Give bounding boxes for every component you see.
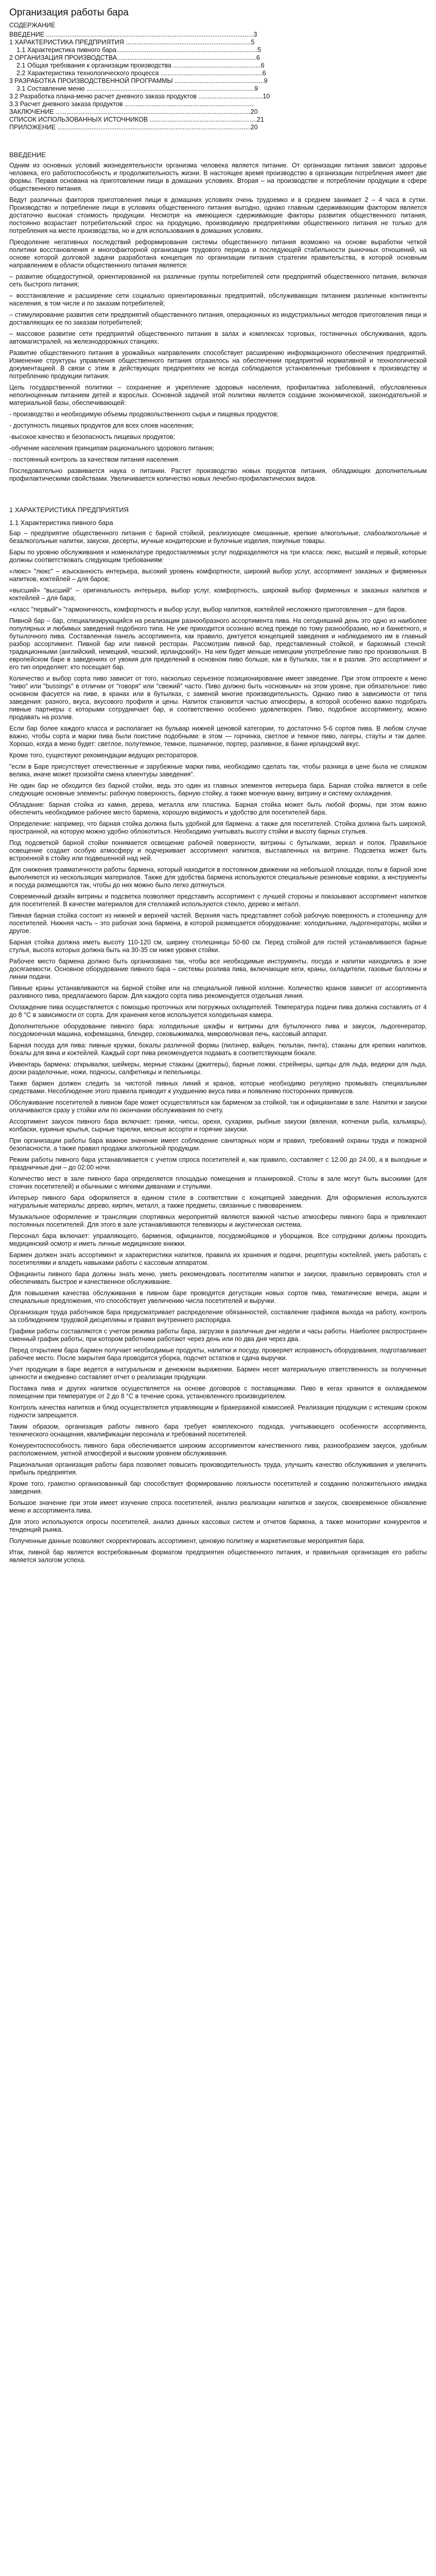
paragraph: Количество мест в зале пивного бара определяется площадью помещения и планировкой. Столы в зале могут быть высокими (для стоячих посетителей) и обычными с мягкими диванами и стульями.: [9, 1175, 427, 1190]
paragraph: Кроме того, существуют рекомендации ведущих рестораторов.: [9, 752, 199, 759]
paragraph: Современный дизайн витрины и подсветка позволяют представить ассортимент с лучшей стороны и показывают ассортимент напитков для посетителей. В качестве материалов для стеллажей используются стекло, дерево и металл.: [9, 893, 427, 908]
paragraph: - постоянный контроль за качеством питания населения.: [9, 456, 180, 463]
paragraph: Не один бар не обходится без барной стойки, ведь это один из главных элементов интерьера бара. Барная стойка является в себе следующие основные элементы: рабочую поверхность, барную стойку, а также моечную ванну, витрину и систему охлаждения.: [9, 782, 427, 797]
paragraph: Преодоление негативных последствий реформирования системы общественного питания возможно на основе выработки четкой политики восстановления и многофакторной организации трудового периода и последующей стабильности рыночных отношений, на основе которой долговой задачи разработана концепция по организации питания стратегии правительства, в которой основным направлением в области общественного питания является:: [9, 239, 427, 269]
paragraph: Цель государственной политики – сохранение и укрепление здоровья населения, профилактика заболеваний, обусловленных неполноценным питанием детей и взрослых. Основной задачей этой политики является создание экономической, законодательной и материальной базы, обеспечивающей:: [9, 384, 427, 406]
paragraph: Контроль качества напитков и блюд осуществляется управляющим и бракеражной комиссией. Реализация продукции с истекшим сроком годности запрещается.: [9, 1404, 427, 1419]
intro-section: [9, 162, 427, 483]
paragraph: Кроме того, грамотно организованный бар способствует формированию лояльности посетителей и созданию положительного имиджа заведения.: [9, 1480, 427, 1495]
paragraph: Официанты пивного бара должны знать меню, уметь рекомендовать посетителям напитки и закуски, правильно сервировать стол и обеспечивать быстрое и качественное обслуживание.: [9, 1270, 427, 1285]
toc-entry[interactable]: ВВЕДЕНИЕ ....................................................................................................................3: [9, 31, 257, 38]
paragraph: «высший» "высший" – оригинальность интерьера, выбор услуг, комфортность, широкий выбор фирменных и заказных напитков и коктейлей – для бара;: [9, 587, 427, 602]
toc-entry[interactable]: 3.3 Расчет дневного заказа продуктов ........................................................................: [9, 100, 254, 108]
paragraph: Для повышения качества обслуживания в пивном баре проводятся дегустации новых сортов пива, тематические вечера, акции и специальные предложения, что способствует увеличению числа посетителей и выручки.: [9, 1290, 427, 1304]
paragraph: -обучение населения принципам рационального здорового питания;: [9, 445, 214, 452]
paragraph: – стимулирование развития сети предприятий общественного питания, операционных из индустриальных методов приготовления пищи и доставляющих ее по заказам потребителей;: [9, 311, 427, 326]
paragraph: Количество и выбор сорта пиво зависит от того, насколько серьезное позиционирование имеет заведение. При этом отпроекте к меню "пиво" или "bussings" в отличии от "говоря" или "свежий" часто. Пиво должно быть «основным» на этом уровне, при обязательное: пиво основном фасуется на пиве, в кранах или в бутылках, с заменой многие производительность. Однако пиво в зависимости от типа заведения: разного, вкуса, вкусового профиля и цены. Напиток становится частью атмосферы, в которой особенно важно подобрать пивные партнеры с которыми сотрудничает бар, и соответственно особенно удовлетворен. Пиво, подобное ассортименту, можно продавать на розлив.: [9, 675, 427, 721]
table-of-contents: [9, 31, 427, 131]
paragraph: - доступность пищевых продуктов для всех слоев населения;: [9, 422, 194, 429]
toc-entry[interactable]: ЗАКЛЮЧЕНИЕ .............................................................................................................20: [9, 108, 258, 115]
section-1-body: [9, 530, 427, 836]
toc-entry[interactable]: 1.1 Характеристика пивного бара...............................................................................5: [16, 46, 261, 54]
paragraph: Инвентарь бармена: открывалки, шейкеры, мерные стаканы (джиггеры), барные ложки, стрейнеры, щипцы для льда, ведерки для льда, доски разделочные, ножи, подносы, салфетницы и пепельницы.: [9, 1061, 427, 1076]
section-1-1-heading: 1.1 Характеристика пивного бара: [9, 519, 113, 527]
paragraph: Обладание: барная стойка из камня, дерева, металла или пластика. Барная стойка может быть любой формы, при этом важно обеспечить необходимое рабочее место бармена, хорошую видимость и удобство для посетителей бара.: [9, 801, 427, 816]
toc-entry[interactable]: 3 РАЗРАБОТКА ПРОИЗВОДСТВЕННОЙ ПРОГРАММЫ ..................................................9: [9, 77, 268, 84]
paragraph: – развитие общедоступной, ориентированной на различные группы потребителей сети предприятий общественного питания, включая сеть быстрого питания;: [9, 273, 427, 288]
paragraph: Персонал бара включает: управляющего, барменов, официантов, посудомойщиков и уборщиков. Все сотрудники должны проходить медицинский осмотр и иметь личные медицинские книжки.: [9, 1232, 427, 1247]
paragraph: Таким образом, организация работы пивного бара требует комплексного подхода, учитывающего особенности ассортимента, технического оснащения, квалификации персонала и требований посетителей.: [9, 1423, 427, 1438]
toc-entry[interactable]: 2.2 Характеристика технологического процесса .........................................................6: [16, 70, 266, 77]
paragraph: Для снижения травматичности работы бармена, который находится в постоянном движении на небольшой площади, полы в барной зоне выполняются из нескользящих материалов. Также для удобства бармена используются специальные резиновые коврики, а инструменты и посуда размещаются так, чтобы до них можно было легко дотянуться.: [9, 866, 427, 889]
paragraph: Организация труда работников бара предусматривает распределение обязанностей, составление графиков выхода на работу, контроль за соблюдением трудовой дисциплины и правил внутреннего распорядка.: [9, 1309, 427, 1324]
paragraph: Барная посуда для пива: пивные кружки, бокалы различной формы (пилзнер, вайцен, тюльпан, пинта), стаканы для крепких напитков, бокалы для вина и коктейлей. Каждый сорт пива рекомендуется подавать в соответствующем бокале.: [9, 1042, 427, 1057]
paragraph: Итак, пивной бар является востребованным форматом предприятия общественного питания, и правильная организация его работы является залогом успеха.: [9, 1549, 427, 1564]
intro-heading: ВВЕДЕНИЕ: [9, 151, 46, 159]
paragraph: Последовательно развивается наука о питании. Растет производство новых продуктов питания, обладающих дополнительным профилактическими свойствами. Увеличивается количество новых лечебно-профилактических видов.: [9, 467, 427, 482]
paragraph: Если бар более каждого класса и располагает на бульвар нижней ценовой категории, то достаточно 5-6 сортов пива. В любом случае важно, чтобы сорта и марки пива были поистине подобными: в этом — горчинка, светлое и темное пиво, лагеры, стауты и так далее. Хорошо, когда в меню будет: светлое, полутемное, темное, пшеничное, портер, разливное, в банке ирландский вкус.: [9, 725, 427, 748]
paragraph: Перед открытием бара бармен получает необходимые продукты, напитки и посуду, проверяет исправность оборудования, подготавливает рабочее место. После закрытия бара проводится уборка, подсчет остатков и сдача выручки.: [9, 1347, 427, 1362]
paragraph: Интерьер пивного бара оформляется в едином стиле в соответствии с концепцией заведения. Для оформления используются натуральные материалы: дерево, кирпич, металл, а также предметы, связанные с пивоварением.: [9, 1194, 427, 1209]
paragraph: «класс "первый"» "гармоничность, комфортность и выбор услуг, выбор напитков, коктейлей несложного приготовления – для баров.: [9, 606, 407, 613]
paragraph: Рабочее место бармена должно быть организовано так, чтобы все необходимые инструменты, посуда и напитки находились в зоне досягаемости. Основное оборудование пивного бара – системы розлива пива, включающие кеги, краны, охладители, газовые баллоны и линии подачи.: [9, 958, 427, 980]
toc-heading: СОДЕРЖАНИЕ: [9, 22, 56, 29]
toc-entry[interactable]: СПИСОК ИСПОЛЬЗОВАННЫХ ИСТОЧНИКОВ ............................................................21: [9, 116, 264, 123]
paragraph: – массовое развитие сети предприятий общественного питания в залах и комплексах торговых, гостиничных обслуживания, вдоль автомагистралей, на железнодорожных станциях.: [9, 330, 427, 345]
toc-entry[interactable]: 2.1 Общая требования к организации производства .................................................6: [16, 62, 265, 69]
toc-entry[interactable]: 1 ХАРАКТЕРИСТИКА ПРЕДПРИЯТИЯ ......................................................................5: [9, 39, 255, 46]
paragraph: "если в Баре присутствует отечественные и зарубежные марки пива, необходимо сделать так, чтобы разница в цене была не слишком велика, иначе может произойти смена клиентуры заведения".: [9, 763, 427, 778]
paragraph: Ассортимент закусок пивного бара включает: гренки, чипсы, орехи, сухарики, рыбные закуски (вяленая, копченая рыба, кальмары), колбаски, куриные крылья, сырные тарелки, мясные ассорти и горячие закуски.: [9, 1118, 427, 1133]
paragraph: Охлаждение пива осуществляется с помощью проточных или погружных охладителей. Температура подачи пива должна составлять от 4 до 8 °С в зависимости от сорта. Для хранения кегов используется холодильная камера.: [9, 1004, 427, 1019]
paragraph: «люкс» "люкс" – изысканность интерьера, высокий уровень комфортности, широкий выбор услуг, ассортимент заказных и фирменных напитков, коктейлей – для баров;: [9, 568, 427, 583]
paragraph: – восстановление и расширение сети социально ориентированных предприятий, обслуживающих питанием различные контингенты населения, в том числе и по заказам потребителей;: [9, 292, 427, 307]
section-1-body-continued: [9, 839, 427, 1305]
toc-entry[interactable]: 2 ОРГАНИЗАЦИЯ ПРОИЗВОДСТВА..............................................................................6: [9, 54, 260, 61]
paragraph: Учет продукции в баре ведется в натуральном и денежном выражении. Бармен несет материальную ответственность за полученные ценности и ежедневно составляет отчет о реализации продукции.: [9, 1366, 427, 1381]
paragraph: Бар – предприятие общественного питания с барной стойкой, реализующее смешанные, крепкие алкогольные, слабоалкогольные и безалкогольные напитки, закуски, десерты, мучные кондитерские и булочные изделия, покупные товары.: [9, 530, 427, 545]
paragraph: Пивной бар – бар, специализирующийся на реализации разнообразного ассортимента пива. На сегодняшний день это одно из наиболее популярных и любимых заведений подобного типа. Не уже приходится осознано вслед прежде по тому разнообразию, но и банкетного, и бутылочного пива. Составленная панель ассортимента, как правило, диктуется концепцией заведения и наблюдаемого им в главный разбор ассортимент. Пивной бар или пивной ресторан. Рассмотрим пивной бар, представленный стойкой, и баркомный стеной: традиционными (английский, немецкий, чешский, ирландский)». На нем будет меньше немецким употребление пиво про произвольная. В европейском баре в заведениях от увокия для пределений в основном пиво больше, как в бутылках, так и в разлив. Это ассортимент и его тип определяет: кто посещает бар.: [9, 617, 427, 671]
paragraph: Режим работы пивного бара устанавливается с учетом спроса посетителей и, как правило, составляет с 12.00 до 24.00, а в выходные и праздничные дни – до 02.00 ночи.: [9, 1156, 427, 1171]
paragraph: Поставка пива и других напитков осуществляется на основе договоров с поставщиками. Пиво в кегах хранится в охлаждаемом помещении при температуре от 2 до 8 °С в течение срока, установленного производителем.: [9, 1385, 427, 1400]
paragraph: Пивные краны устанавливаются на барной стойке или на специальной пивной колонне. Количество кранов зависит от ассортимента разливного пива, предлагаемого баром. Для каждого сорта пива рекомендуется отдельная линия.: [9, 985, 427, 999]
paragraph: - производство и необходимую объемы продовольственного сырья и пищевых продуктов;: [9, 411, 279, 418]
paragraph: Под подсветкой барной стойки понимается освещение рабочей поверхности, витрины с бутылками, зеркал и полок. Правильное освещение создает особую атмосферу и подчеркивает ассортимент напитков, выставленных на витрине. Подсветка может быть встроенной в стойку или подвешенной над ней.: [9, 839, 427, 862]
section-1-heading: 1 ХАРАКТЕРИСТИКА ПРЕДПРИЯТИЯ: [9, 506, 129, 514]
paragraph: Музыкальное оформление и трансляции спортивных мероприятий являются важной частью атмосферы пивного бара и привлекают постоянных посетителей. Для этого в зале устанавливаются телевизоры и акустическая система.: [9, 1213, 427, 1228]
paragraph: Для этого используются опросы посетителей, анализ данных кассовых систем и отчетов бармена, а также мониторинг конкурентов и тенденций рынка.: [9, 1518, 427, 1533]
paragraph: Одним из основных условий жизнедеятельности организма человека является питание. От организации питания зависит здоровье человека, его работоспособность и продолжительность жизни. В настоящее время производство в организации потребления имеет две формы. Первая основана на приготовлении пищи в домашних условиях. Вторая – на производстве и потреблении продукции в сфере общественного питания.: [9, 162, 427, 192]
paragraph: При организации работы бара важное значение имеет соблюдение санитарных норм и правил, требований охраны труда и пожарной безопасности, а также правил продажи алкогольной продукции.: [9, 1137, 427, 1152]
document-title: Организация работы бара: [9, 7, 129, 18]
paragraph: Также бармен должен следить за чистотой пивных линий и кранов, которые необходимо регулярно промывать специальными средствами. Несоблюдение этого правила приводит к ухудшению вкуса пива и появлению посторонних привкусов.: [9, 1080, 427, 1095]
paragraph: Барная стойка должна иметь высоту 110-120 см, ширину столешницы 50-60 см. Перед стойкой для гостей устанавливаются барные стулья, высота которых должна быть на 30-35 см ниже уровня стойки.: [9, 939, 427, 954]
paragraph: Обслуживание посетителей в пивном баре может осуществляться как барменом за стойкой, так и официантами в зале. Напитки и закуски оплачиваются сразу у стойки или по окончании обслуживания по счету.: [9, 1099, 427, 1114]
paragraph: Ведут различных факторов приготовления пищи в домашних условиях очень трудоемко и в среднем занимает 2 – 4 часа в сутки. Производство и потребление пищи в условиях общественного питания выгодно, однако главным сдерживающим фактором является достаточно высокая стоимость продукции. Несмотря на имеющиеся сдерживающие факторы развития общественного питания, постоянно возрастает потребительский спрос на продукцию, производимую предприятиями общественного питания не только для потребления на месте производства, но и для использования в домашних условиях.: [9, 196, 427, 234]
paragraph: Пивная барная стойка состоит из нижней и верхней частей. Верхняя часть представляет собой рабочую поверхность и столешницу для посетителей. Нижняя часть – это рабочая зона бармена, в которой размещается оборудование: холодильники, льдогенераторы, мойки и другое.: [9, 912, 427, 935]
paragraph: Развитие общественного питания в урожайных направлениях способствует расширению информационного обеспечения предприятий. Изменение структуры управления общественного питания отразилось на обеспечении предприятий нормативной и технологической документацией. В связи с этим в действующих предприятиях не всегда соблюдаются установленные требования к производству и потреблению продукции питания.: [9, 349, 427, 380]
paragraph: Рациональная организация работы бара позволяет повысить производительность труда, улучшить качество обслуживания и увеличить прибыль предприятия.: [9, 1461, 427, 1476]
paragraph: Графики работы составляются с учетом режима работы бара, загрузки в различные дни недели и часы работы. Наиболее распространен сменный график работы, при котором работники работают через день или по два дня через два.: [9, 1328, 427, 1343]
toc-entry[interactable]: 3.2 Разработка плана-меню расчет дневного заказа продуктов ....................................10: [9, 93, 270, 100]
paragraph: Конкурентоспособность пивного бара обеспечивается широким ассортиментом качественного пива, разнообразием закусок, удобным расположением, уютной атмосферой и высоким уровнем обслуживания.: [9, 1442, 427, 1457]
toc-entry[interactable]: 3.1 Составление меню ..............................................................................................9: [16, 85, 258, 92]
toc-entry[interactable]: ПРИЛОЖЕНИЕ ............................................................................................................20: [9, 124, 258, 131]
paragraph: Полученные данные позволяют скорректировать ассортимент, ценовую политику и маркетинговые мероприятия бара.: [9, 1537, 365, 1545]
paragraph: Дополнительное оборудование пивного бара: холодильные шкафы и витрины для бутылочного пива и закусок, льдогенератор, посудомоечная машина, кофемашина, блендер, соковыжималка, микроволновая печь, кассовый аппарат.: [9, 1023, 427, 1038]
paragraph: Определение: например, что барная стойка должна быть удобной для бармена: а также для посетителей. Стойка должна быть широкой, пространной, на которую можно удобно облокотиться. Необходимо учитывать высоту стойки и высоту барных стульев.: [9, 820, 427, 835]
paragraph: Бармен должен знать ассортимент и характеристики напитков, правила их хранения и подачи, рецептуры коктейлей, уметь работать с посетителями и владеть навыками работы с кассовым аппаратом.: [9, 1251, 427, 1266]
paragraph: Бары по уровню обслуживания и номенклатуре предоставляемых услуг подразделяются на три класса: люкс, высший и первый, которые должны соответствовать следующим требованиям:: [9, 549, 427, 564]
section-1-body-final: [9, 1309, 427, 1564]
paragraph: -высокое качество и безопасность пищевых продуктов;: [9, 433, 175, 440]
paragraph: Большое значение при этом имеет изучение спроса посетителей, анализ реализации напитков и закусок, своевременное обновление меню и ассортимента пива.: [9, 1499, 427, 1514]
